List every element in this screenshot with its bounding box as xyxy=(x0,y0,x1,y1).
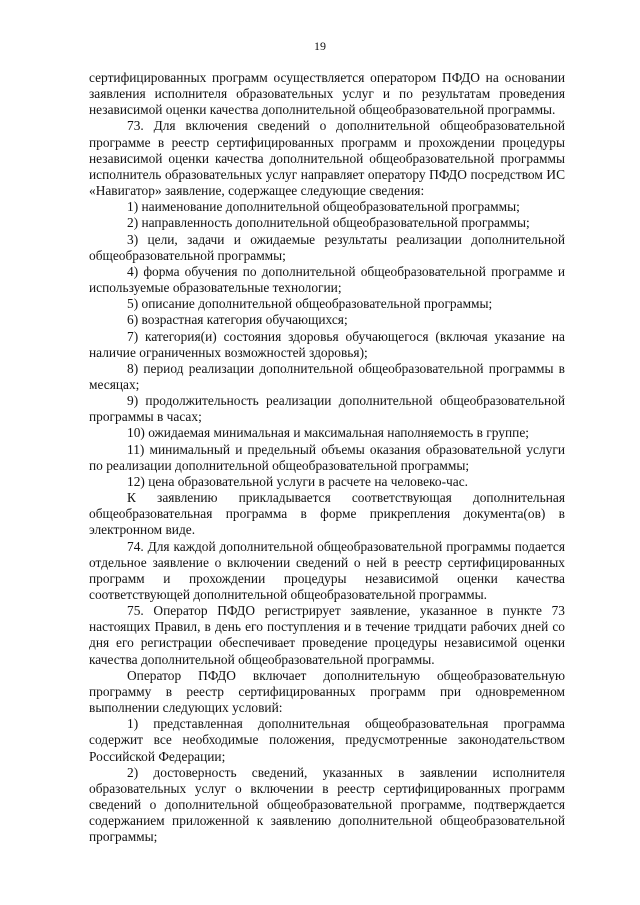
list-item: 1) представленная дополнительная общеобразовательная программа содержит все необходимые положения, предусмотренные законодательством Российской Федерации; xyxy=(89,716,565,764)
list-item: 4) форма обучения по дополнительной общеобразовательной программе и используемые образовательные технологии; xyxy=(89,263,565,296)
list-item: 6) возрастная категория обучающихся; xyxy=(127,312,348,328)
list-item: 2) направленность дополнительной общеобразовательной программы; xyxy=(127,215,530,231)
paragraph: К заявлению прикладывается соответствующая дополнительная общеобразовательная программа в форме прикрепления документа(ов) в электронном виде. xyxy=(89,490,565,538)
list-item: 7) категория(и) состояния здоровья обучающегося (включая указание на наличие ограниченных возможностей здоровья); xyxy=(89,328,565,360)
paragraph: 74. Для каждой дополнительной общеобразовательной программы подается отдельное заявление о включении сведений о ней в реестр сертифицированных программ и прохождении процедуры независимой оценки качества соответствующей дополнительной общеобразовательной программы. xyxy=(89,538,565,602)
paragraph: сертифицированных программ осуществляется оператором ПФДО на основании заявления исполнителя образовательных услуг и по результатам проведения независимой оценки качества дополнительной общеобразовательной программы. xyxy=(89,70,565,118)
list-item: 3) цели, задачи и ожидаемые результаты реализации дополнительной общеобразовательной программы; xyxy=(89,231,565,263)
list-item: 5) описание дополнительной общеобразовательной программы; xyxy=(127,296,493,312)
list-item: 11) минимальный и предельный объемы оказания образовательной услуги по реализации дополнительной общеобразовательной программы; xyxy=(89,441,565,473)
paragraph: 75. Оператор ПФДО регистрирует заявление, указанное в пункте 73 настоящих Правил, в день его поступления и в течение тридцати рабочих дней со дня его регистрации обеспечивает проведение процедуры независимой оценки качества дополнительной общеобразовательной программы. xyxy=(89,603,565,667)
list-item: 10) ожидаемая минимальная и максимальная наполняемость в группе; xyxy=(127,425,529,441)
paragraph: Оператор ПФДО включает дополнительную общеобразовательную программу в реестр сертифицированных программ при одновременном выполнении следующих условий: xyxy=(89,667,565,716)
page-number: 19 xyxy=(314,39,326,53)
list-item: 12) цена образовательной услуги в расчете на человеко-час. xyxy=(127,473,468,489)
document-body xyxy=(89,70,565,846)
list-item: 8) период реализации дополнительной общеобразовательной программы в месяцах; xyxy=(89,360,565,392)
paragraph: 73. Для включения сведений о дополнительной общеобразовательной программе в реестр сертифицированных программ и прохождении процедуры независимой оценки качества дополнительной общеобразовательной программы исполнитель образовательных услуг направляет оператору ПФДО посредством ИС «Навигатор» заявление, содержащее следующие сведения: xyxy=(89,118,565,199)
list-item: 9) продолжительность реализации дополнительной общеобразовательной программы в часах; xyxy=(89,393,565,425)
list-item: 2) достоверность сведений, указанных в заявлении исполнителя образовательных услуг о включении в реестр сертифицированных программ сведений о дополнительной общеобразовательной программе, подтверждается содержанием приложенной к заявлению дополнительной общеобразовательной программы; xyxy=(89,764,565,845)
list-item: 1) наименование дополнительной общеобразовательной программы; xyxy=(127,199,520,215)
